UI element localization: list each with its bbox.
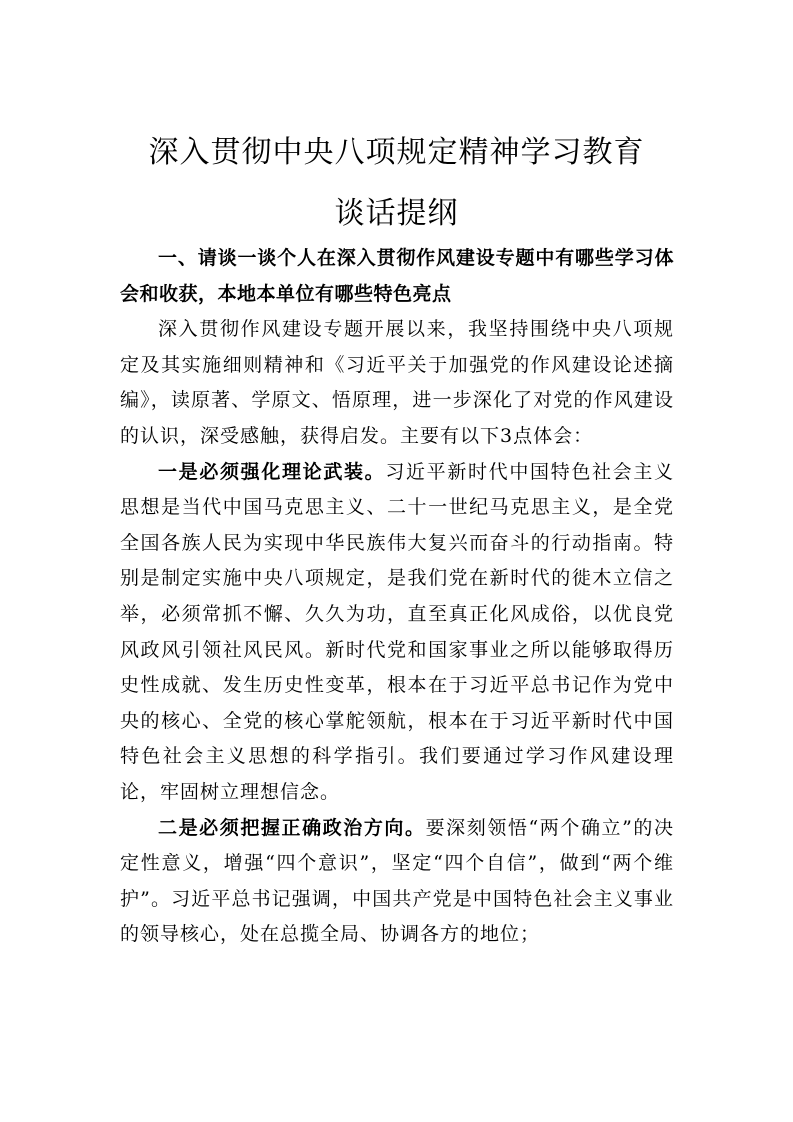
document-title: 深入贯彻中央八项规定精神学习教育 <box>148 135 645 170</box>
document-subtitle: 谈话提纲 <box>334 196 459 231</box>
point-2-lead: 二是必须把握正确政治方向。 <box>158 816 426 839</box>
point-2-text: 要深刻领悟“两个确立”的决定性意义，增强“四个意识”，坚定“四个自信”，做到“两个维护”。习近平总书记强调，中国共产党是中国特色社会主义事业的领导核心，处在总揽全局、协调各方的地位； <box>120 816 674 946</box>
point-1-paragraph <box>120 455 674 811</box>
point-2-paragraph <box>120 811 674 953</box>
document-body <box>120 241 674 953</box>
intro-paragraph: 深入贯彻作风建设专题开展以来，我坚持围绕中央八项规定及其实施细则精神和《习近平关于加强党的作风建设论述摘编》，读原著、学原文、悟原理，进一步深化了对党的作风建设的认识，深受感触，获得启发。主要有以下3点体会： <box>120 318 674 447</box>
section-heading: 一、请谈一谈个人在深入贯彻作风建设专题中有哪些学习体会和收获，本地本单位有哪些特色亮点 <box>120 247 674 305</box>
point-1-text: 习近平新时代中国特色社会主义思想是当代中国马克思主义、二十一世纪马克思主义，是全党全国各族人民为实现中华民族伟大复兴而奋斗的行动指南。特别是制定实施中央八项规定，是我们党在新时代的徙木立信之举，必须常抓不懈、久久为功，直至真正化风成俗，以优良党风政风引领社风民风。新时代党和国家事业之所以能够取得历史性成就、发生历史性变革，根本在于习近平总书记作为党中央的核心、全党的核心掌舵领航，根本在于习近平新时代中国特色社会主义思想的科学指引。我们要通过学习作风建设理论，牢固树立理想信念。 <box>120 460 674 803</box>
point-1-lead: 一是必须强化理论武装。 <box>158 460 386 483</box>
